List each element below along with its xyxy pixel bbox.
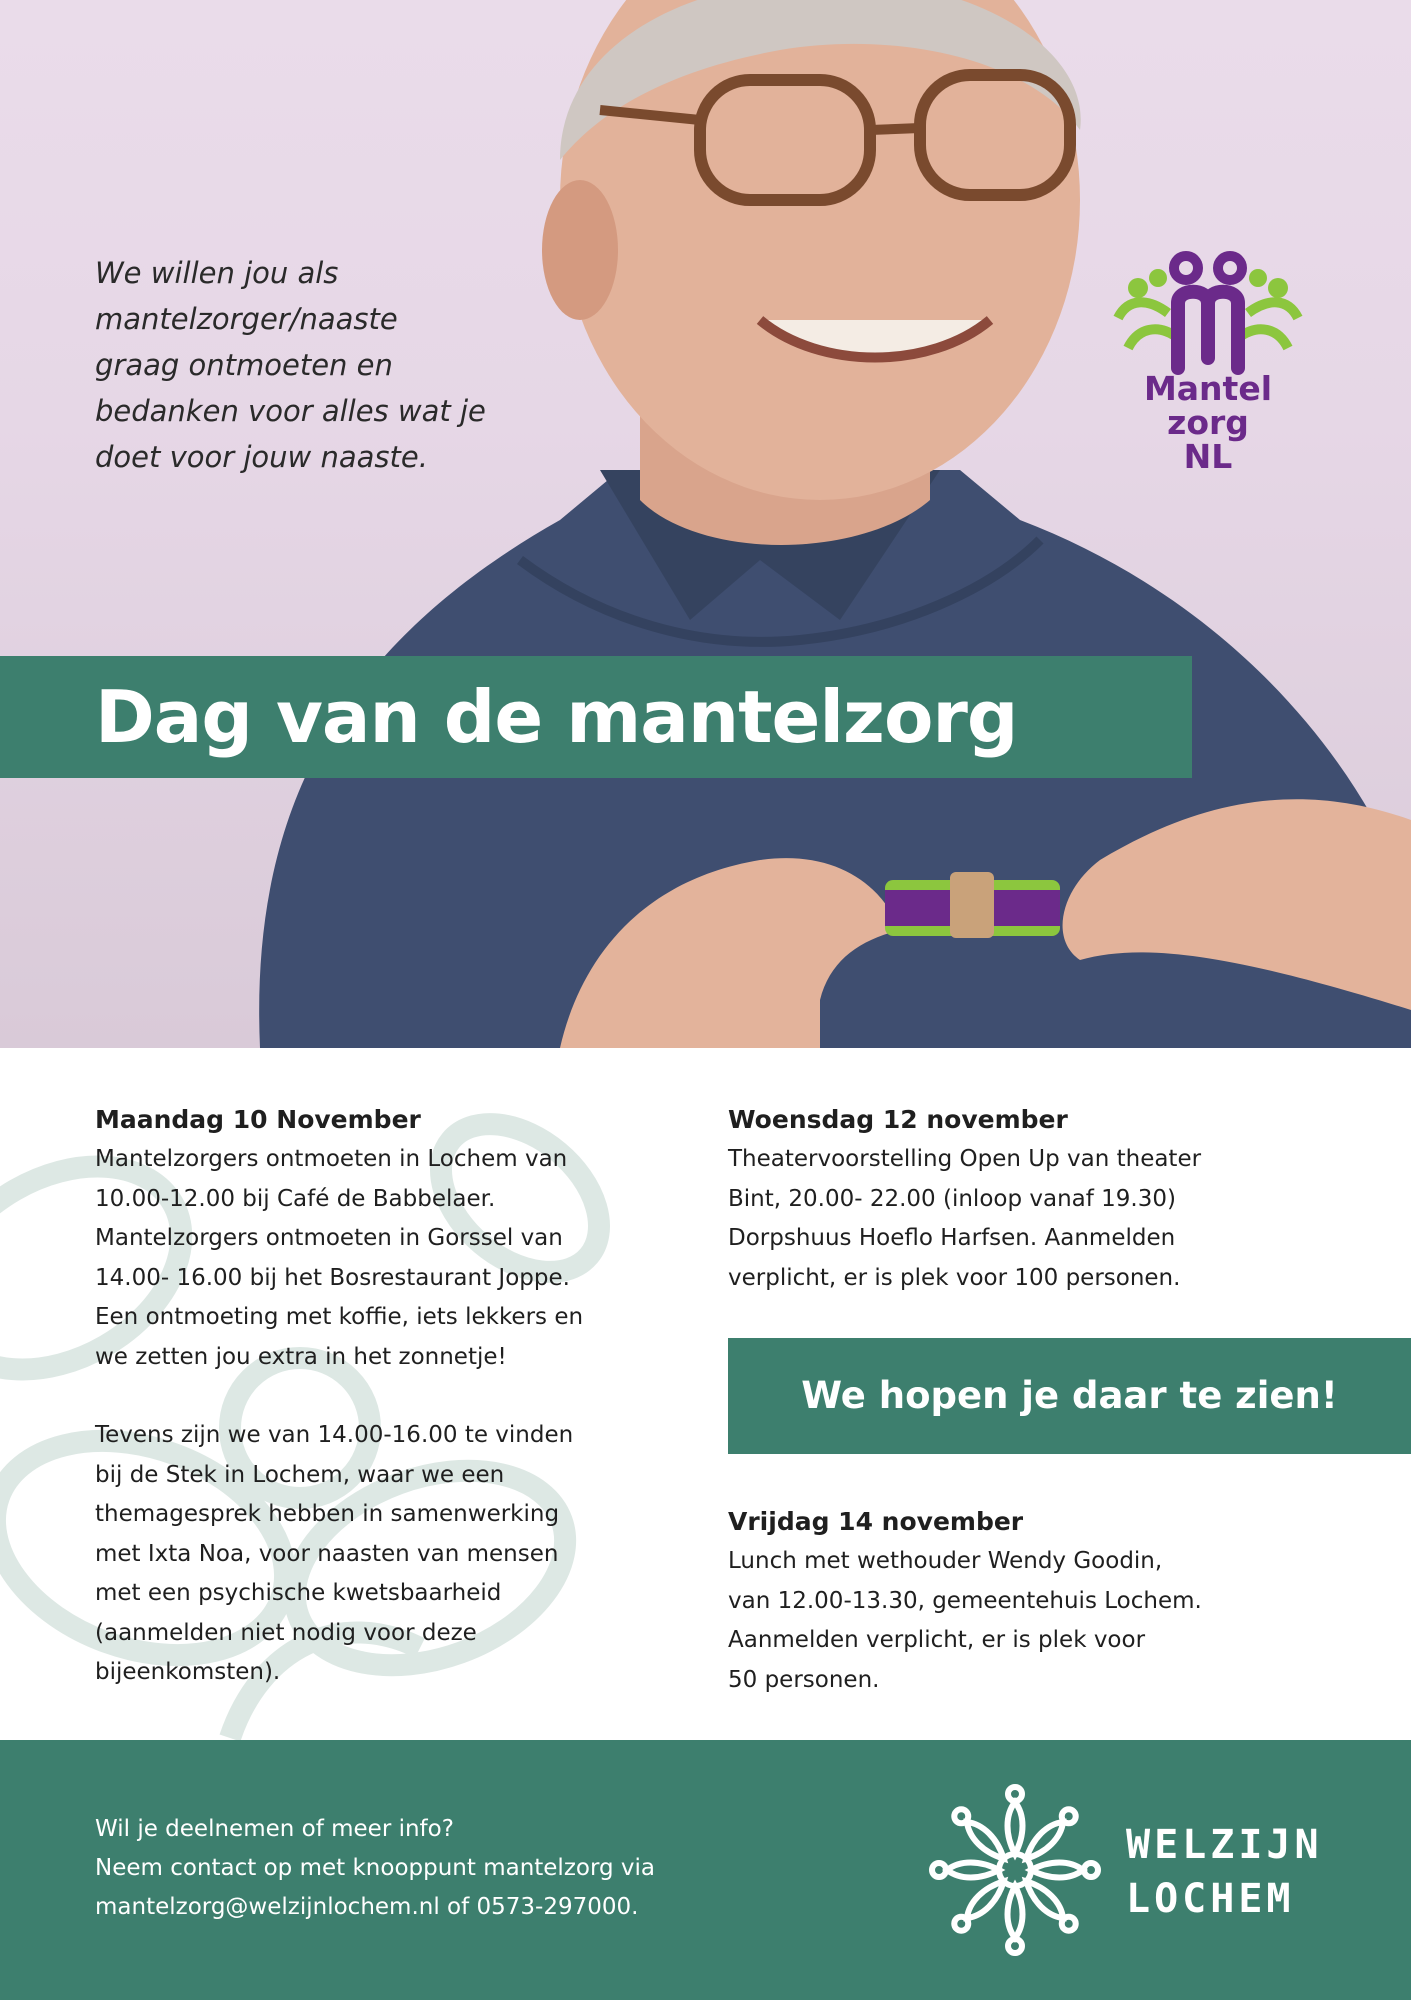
wednesday-line: verplicht, er is plek voor 100 personen. — [728, 1264, 1181, 1291]
friday-line: van 12.00-13.30, gemeentehuis Lochem. — [728, 1587, 1202, 1614]
wednesday-title: Woensdag 12 november — [728, 1105, 1068, 1134]
monday-title: Maandag 10 November — [95, 1105, 421, 1134]
monday-line: we zetten jou extra in het zonnetje! — [95, 1343, 507, 1370]
intro-line: doet voor jouw naaste. — [95, 440, 428, 474]
hope-message: We hopen je daar te zien! — [801, 1374, 1338, 1417]
footer-email-phone[interactable]: mantelzorg@welzijnlochem.nl of 0573-297000. — [95, 1894, 639, 1920]
monday-extra-line: bijeenkomsten). — [95, 1659, 281, 1685]
welzijn-lochem-flower-icon — [925, 1780, 1105, 1960]
monday-line: 14.00- 16.00 bij het Bosrestaurant Joppe. — [95, 1264, 570, 1291]
monday-extra-line: bij de Stek in Lochem, waar we een — [95, 1461, 505, 1488]
friday-line: Aanmelden verplicht, er is plek voor — [728, 1627, 1146, 1653]
wednesday-line: Bint, 20.00- 22.00 (inloop vanaf 19.30) — [728, 1185, 1176, 1212]
monday-line: Mantelzorgers ontmoeten in Gorssel van — [95, 1225, 563, 1251]
mantelzorg-logo-line: zorg — [1167, 403, 1249, 442]
monday-extra-line: Tevens zijn we van 14.00-16.00 te vinden — [95, 1422, 574, 1448]
intro-line: mantelzorger/naaste — [95, 302, 398, 336]
footer-line: Wil je deelnemen of meer info? — [95, 1816, 454, 1842]
monday-line: Een ontmoeting met koffie, iets lekkers en — [95, 1304, 584, 1330]
monday-extra-line: met Ixta Noa, voor naasten van mensen — [95, 1540, 559, 1567]
friday-line: Lunch met wethouder Wendy Goodin, — [728, 1548, 1163, 1574]
wednesday-description — [728, 1140, 1328, 1298]
monday-description — [95, 1140, 705, 1377]
welzijn-logo-line: WELZIJN — [1126, 1822, 1323, 1868]
welzijn-lochem-wordmark — [1126, 1818, 1323, 1926]
intro-text — [95, 250, 565, 480]
monday-extra-line: met een psychische kwetsbaarheid — [95, 1580, 502, 1606]
intro-line: graag ontmoeten en — [95, 348, 393, 382]
friday-section — [728, 1502, 1328, 1700]
friday-line: 50 personen. — [728, 1666, 880, 1693]
monday-line: Mantelzorgers ontmoeten in Lochem van — [95, 1146, 568, 1172]
welzijn-logo-line: LOCHEM — [1126, 1876, 1295, 1922]
page-title: Dag van de mantelzorg — [95, 675, 1018, 759]
wednesday-line: Dorpshuus Hoeflo Harfsen. Aanmelden — [728, 1225, 1176, 1251]
intro-line: We willen jou als — [95, 256, 339, 290]
wednesday-section — [728, 1100, 1328, 1298]
intro-line: bedanken voor alles wat je — [95, 394, 486, 428]
footer-contact — [95, 1810, 775, 1927]
mantelzorg-nl-wordmark — [1108, 369, 1308, 476]
friday-title: Vrijdag 14 november — [728, 1507, 1024, 1536]
monday-extra-line: (aanmelden niet nodig voor deze — [95, 1619, 477, 1646]
monday-extra — [95, 1416, 705, 1693]
mantelzorg-logo-line: NL — [1183, 437, 1233, 476]
monday-section — [95, 1100, 705, 1693]
wednesday-line: Theatervoorstelling Open Up van theater — [728, 1146, 1202, 1172]
friday-description — [728, 1542, 1328, 1700]
mantelzorg-logo-line: Mantel — [1143, 369, 1273, 408]
monday-extra-line: themagesprek hebben in samenwerking — [95, 1501, 560, 1527]
monday-line: 10.00-12.00 bij Café de Babbelaer. — [95, 1185, 496, 1212]
footer-line: Neem contact op met knooppunt mantelzorg via — [95, 1855, 656, 1881]
